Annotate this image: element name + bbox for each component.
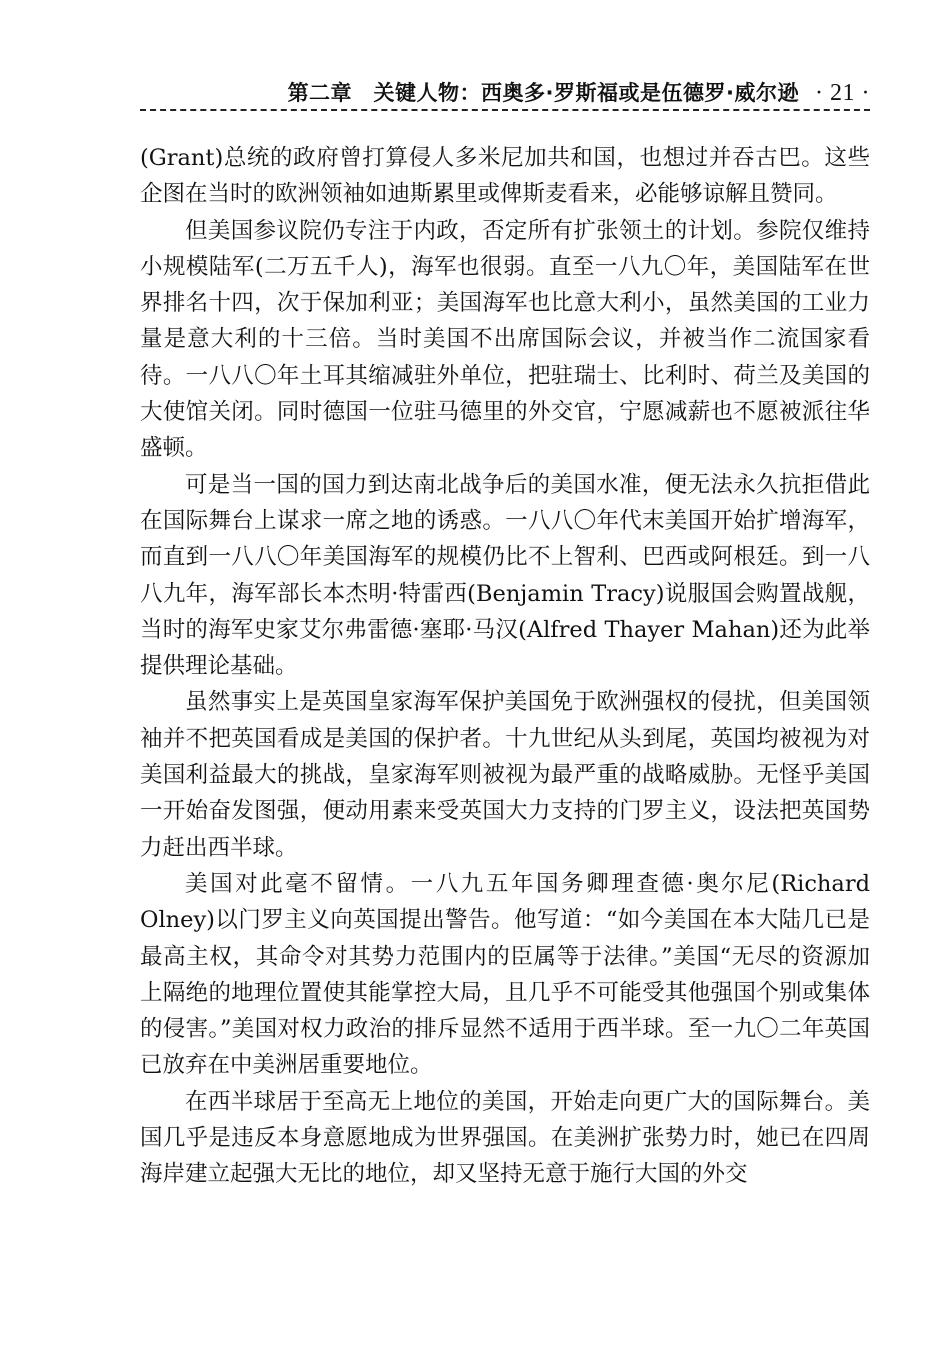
page-number: · 21 ·: [815, 80, 870, 106]
paragraph: 虽然事实上是英国皇家海军保护美国免于欧洲强权的侵扰，但美国领袖并不把英国看成是美国的保护者。十九世纪从头到尾，英国均被视为对美国利益最大的挑战，皇家海军则被视为最严重的战略威胁。无怪乎美国一开始奋发图强，便动用素来受英国大力支持的门罗主义，设法把英国势力赶出西半球。: [140, 689, 870, 861]
paragraph: 在西半球居于至高无上地位的美国，开始走向更广大的国际舞台。美国几乎是违反本身意愿地成为世界强国。在美洲扩张势力时，她已在四周海岸建立起强大无比的地位，却又坚持无意于施行大国的外交: [140, 1088, 870, 1188]
body-text: [140, 140, 870, 1193]
chapter-title: 第二章 关键人物：西奥多·罗斯福或是伍德罗·威尔逊: [287, 81, 800, 105]
running-header: [140, 76, 870, 110]
paragraph: 可是当一国的国力到达南北战争后的美国水准，便无法永久抗拒借此在国际舞台上谋求一席之地的诱惑。一八八〇年代末美国开始扩增海军，而直到一八八〇年美国海军的规模仍比不上智利、巴西或阿根廷。到一八八九年，海军部长本杰明·特雷西(Benjamin Tracy)说服国会购置战舰，当时的海军史家艾尔弗雷德·塞耶·马汉(Alfred Thayer Mahan)还为此举提供理论基础。: [140, 471, 870, 680]
paragraph: (Grant)总统的政府曾打算侵人多米尼加共和国，也想过并吞古巴。这些企图在当时的欧洲领袖如迪斯累里或俾斯麦看来，必能够谅解且赞同。: [140, 145, 870, 208]
header-divider: [140, 109, 870, 111]
paragraph: 美国对此毫不留情。一八九五年国务卿理查德·奥尔尼(Richard Olney)以门罗主义向英国提出警告。他写道：“如今美国在本大陆几已是最高主权，其命令对其势力范围内的臣属等于法律。”美国“无尽的资源加上隔绝的地理位置使其能掌控大局，且几乎不可能受其他强国个别或集体的侵害。”美国对权力政治的排斥显然不适用于西半球。至一九〇二年英国已放弃在中美洲居重要地位。: [140, 870, 870, 1079]
paragraph: 但美国参议院仍专注于内政，否定所有扩张领土的计划。参院仅维持小规模陆军(二万五千人)，海军也很弱。直至一八九〇年，美国陆军在世界排名十四，次于保加利亚；美国海军也比意大利小，虽然美国的工业力量是意大利的十三倍。当时美国不出席国际会议，并被当作二流国家看待。一八八〇年土耳其缩减驻外单位，把驻瑞士、比利时、荷兰及美国的大使馆关闭。同时德国一位驻马德里的外交官，宁愿减薪也不愿被派往华盛顿。: [140, 217, 870, 462]
